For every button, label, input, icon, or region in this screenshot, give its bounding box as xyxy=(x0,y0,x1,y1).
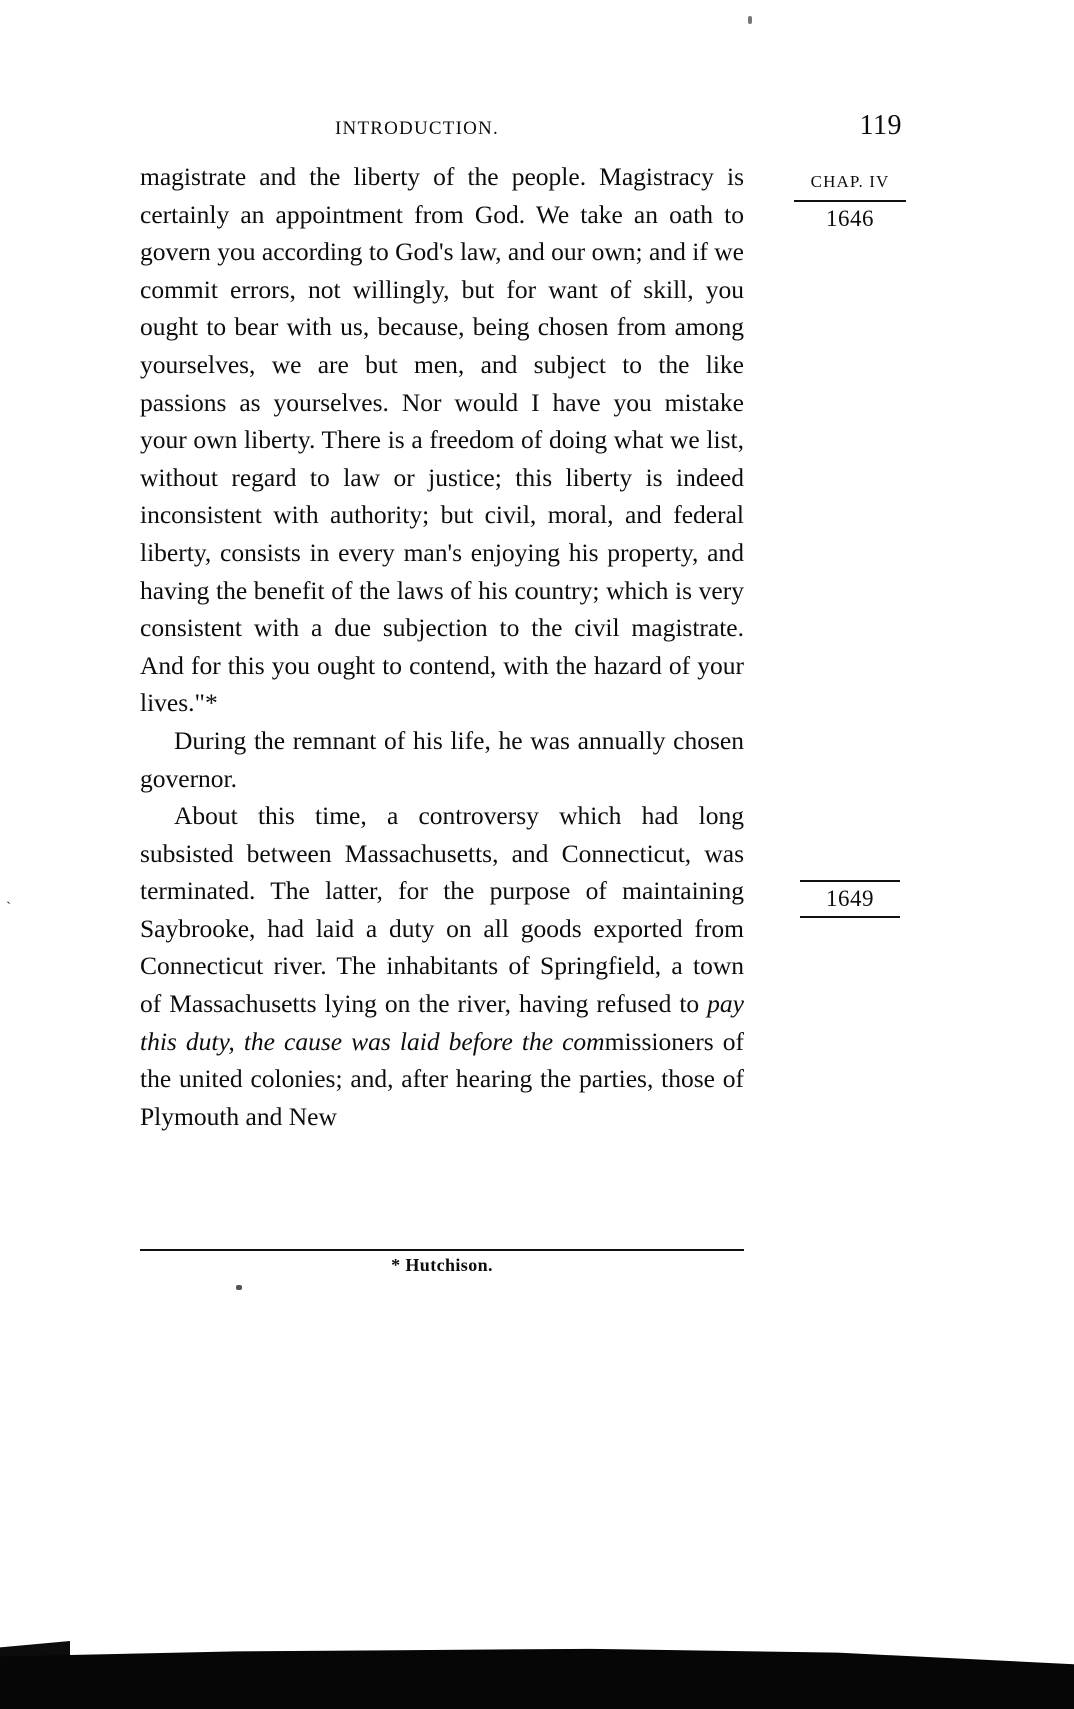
margin-year-first-block xyxy=(760,200,940,232)
margin-rule-second-top xyxy=(800,880,900,882)
paragraph-2: During the remnant of his life, he was annually chosen governor. xyxy=(140,725,744,793)
body-text-column xyxy=(140,158,744,1135)
margin-rule-second-bottom xyxy=(800,916,900,918)
scan-speck xyxy=(748,16,752,24)
margin-rule-top xyxy=(794,200,906,202)
scan-edge-shadow-upper xyxy=(0,1641,70,1657)
margin-year-second: 1649 xyxy=(826,886,874,911)
paragraph-3 xyxy=(140,797,744,1135)
paragraph-1: magistrate and the liberty of the people. Magistracy is certainly an appointment from God. We take an oath to govern you according to God's law, and our own; and if we commit errors, not willingly, but for want of skill, you ought to bear with us, because, being chosen from among yourselves, we are but men, and subject to the like passions as yourselves. Nor would I have you mistake your own liberty. There is a freedom of doing what we list, without regard to law or justice; this liberty is indeed inconsistent with authority; but civil, moral, and federal liberty, consists in every man's enjoying his property, and having the benefit of the laws of his country; which is very consistent with a due subjection to the civil magistrate. And for this you ought to contend, with the hazard of your lives."* xyxy=(140,162,744,718)
edge-mark: ˋ xyxy=(6,900,11,916)
margin-year-second-block xyxy=(760,880,940,918)
margin-chapter-label: CHAP. IV xyxy=(810,172,890,191)
footnote: * Hutchison. xyxy=(391,1255,493,1275)
paragraph-3-part-a: About this time, a controversy which had long subsisted between Massachusetts, and Connecticut, was terminated. The latter, for the purpose of maintaining Saybrooke, had laid a duty on all goods exported from Connecticut river. The inhabitants of Springfield, a town of Massachusetts lying on the river, having refused to xyxy=(140,801,744,1019)
scan-edge-shadow xyxy=(0,1645,1074,1709)
paragraph-3-part-b: missioners of the united colonies; and, after hearing the parties, those of Plymouth and New xyxy=(140,1026,744,1131)
running-head xyxy=(140,110,930,148)
running-head-title: INTRODUCTION. xyxy=(335,118,499,139)
scan-speck-footer xyxy=(236,1285,242,1290)
paragraph-3-italic: pay this duty, the cause was laid before the com xyxy=(140,989,744,1056)
footnote-divider xyxy=(140,1249,744,1251)
page-number: 119 xyxy=(859,110,902,141)
margin-year-first: 1646 xyxy=(826,206,874,231)
